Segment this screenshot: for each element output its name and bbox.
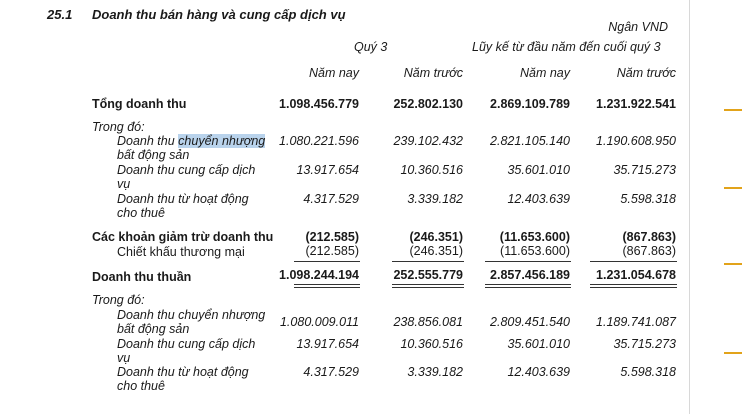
row-deductions-label: Các khoản giảm trừ doanh thu (92, 230, 274, 244)
header-q-this-year: Năm nay (308, 66, 359, 80)
row-re-transfer-value: 2.821.105.140 (490, 134, 570, 148)
row-re-transfer-value: 1.080.009.011 (279, 315, 359, 329)
row-service-value: 35.715.273 (613, 163, 676, 177)
row-deductions-value: (11.653.600) (499, 230, 570, 244)
row-service-value: 10.360.516 (400, 163, 463, 177)
row-service-label: Doanh thu cung cấp dịch (117, 163, 256, 177)
header-cum-prior-year: Năm trước (616, 66, 676, 80)
row-net-label: Doanh thu thuần (92, 270, 192, 284)
subtotal-rule (294, 261, 360, 262)
total-rule (392, 284, 464, 285)
row-re-transfer-label: Doanh thu chuyển nhượng (117, 308, 266, 322)
header-q-prior-year: Năm trước (403, 66, 463, 80)
row-net-value: 2.857.456.189 (490, 268, 570, 282)
row-lease-value: 4.317.529 (303, 365, 359, 379)
total-rule (294, 284, 360, 285)
row-net-value: 1.231.054.678 (596, 268, 676, 282)
row-service-value: 35.715.273 (613, 337, 676, 351)
row-re-transfer-value: 1.080.221.596 (279, 134, 359, 148)
total-rule (485, 284, 571, 285)
header-cum-this-year: Năm nay (519, 66, 570, 80)
row-service-value: 13.917.654 (296, 163, 359, 177)
row-service-label: Doanh thu cung cấp dịch (117, 337, 256, 351)
row-lease-value: 3.339.182 (407, 365, 463, 379)
row-lease-value: 3.339.182 (407, 192, 463, 206)
row-trade-discount-value: (212.585) (305, 244, 359, 258)
total-rule (590, 287, 677, 288)
row-lease-value: 12.403.639 (507, 365, 570, 379)
row-net-value: 1.098.244.194 (279, 268, 359, 282)
section-number: 25.1 (47, 7, 73, 22)
row-total-value: 1.098.456.779 (279, 97, 359, 111)
highlighted-text: chuyển nhượng (178, 134, 266, 148)
margin-marker (724, 263, 742, 265)
row-re-transfer-value: 1.189.741.087 (596, 315, 676, 329)
total-rule (485, 287, 571, 288)
row-re-transfer-label (117, 134, 265, 148)
row-total-value: 2.869.109.789 (490, 97, 570, 111)
row-lease-value: 5.598.318 (620, 365, 676, 379)
row-service-label-line2: vụ (117, 177, 131, 191)
unit-label: Ngân VND (608, 20, 668, 34)
total-rule (590, 284, 677, 285)
row-re-transfer-value: 2.809.451.540 (490, 315, 570, 329)
total-rule (294, 287, 360, 288)
row-trade-discount-value: (246.351) (409, 244, 463, 258)
row-total-label: Tổng doanh thu (92, 97, 187, 111)
row-service-value: 13.917.654 (296, 337, 359, 351)
section-title: Doanh thu bán hàng và cung cấp dịch vụ (92, 7, 346, 22)
row-net-value: 252.555.779 (393, 268, 463, 282)
row-lease-label-line2: cho thuê (117, 379, 165, 393)
total-rule (392, 287, 464, 288)
of-which-label: Trong đó: (92, 120, 145, 134)
row-lease-value: 5.598.318 (620, 192, 676, 206)
margin-marker (724, 352, 742, 354)
row-service-value: 35.601.010 (507, 163, 570, 177)
row-trade-discount-value: (867.863) (622, 244, 676, 258)
row-lease-value: 12.403.639 (507, 192, 570, 206)
row-total-value: 252.802.130 (393, 97, 463, 111)
subtotal-rule (392, 261, 464, 262)
row-re-transfer-value: 239.102.432 (393, 134, 463, 148)
row-lease-label: Doanh thu từ hoạt động (117, 365, 249, 379)
margin-marker (724, 109, 742, 111)
row-lease-label-line2: cho thuê (117, 206, 165, 220)
margin-marker (724, 187, 742, 189)
row-deductions-value: (867.863) (622, 230, 676, 244)
page-edge (689, 0, 690, 414)
subtotal-rule (485, 261, 571, 262)
row-service-value: 10.360.516 (400, 337, 463, 351)
row-deductions-value: (246.351) (409, 230, 463, 244)
header-cumulative: Lũy kế từ đầu năm đến cuối quý 3 (472, 40, 661, 54)
subtotal-rule (590, 261, 677, 262)
row-service-value: 35.601.010 (507, 337, 570, 351)
row-re-transfer-label-line2: bất động sản (117, 148, 190, 162)
row-service-label-line2: vụ (117, 351, 131, 365)
row-total-value: 1.231.922.541 (596, 97, 676, 111)
of-which-label: Trong đó: (92, 293, 145, 307)
label-text: Doanh thu (117, 134, 179, 148)
row-lease-value: 4.317.529 (303, 192, 359, 206)
row-re-transfer-value: 1.190.608.950 (596, 134, 676, 148)
row-trade-discount-value: (11.653.600) (500, 244, 570, 258)
row-trade-discount-label: Chiết khấu thương mại (117, 245, 245, 259)
row-re-transfer-value: 238.856.081 (393, 315, 463, 329)
row-re-transfer-label-line2: bất động sản (117, 322, 190, 336)
row-deductions-value: (212.585) (305, 230, 359, 244)
header-quarter: Quý 3 (354, 40, 388, 54)
row-lease-label: Doanh thu từ hoạt động (117, 192, 249, 206)
